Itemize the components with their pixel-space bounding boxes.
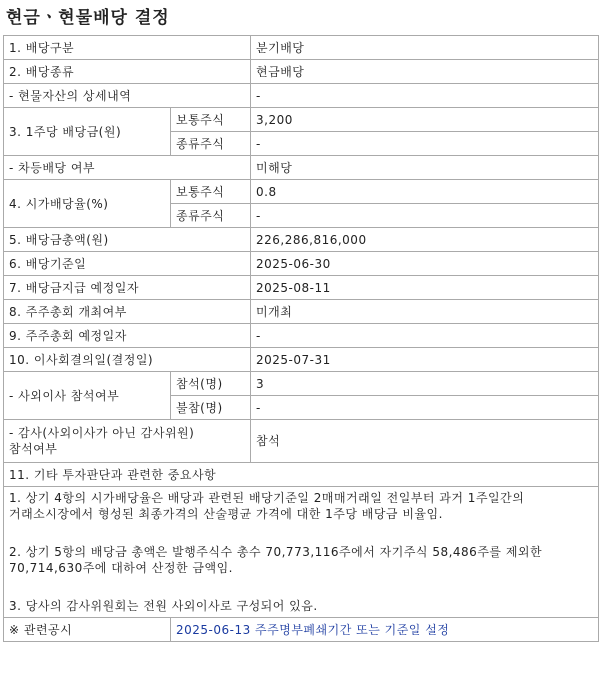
- row-value: 참석: [251, 420, 599, 463]
- related-label: ※ 관련공시: [4, 618, 171, 642]
- row-value: 현금배당: [251, 60, 599, 84]
- row-value: 2025-07-31: [251, 348, 599, 372]
- row-label: 6. 배당기준일: [4, 252, 251, 276]
- row-label: 4. 시가배당율(%): [4, 180, 171, 228]
- row-value: 미해당: [251, 156, 599, 180]
- table-row: [4, 228, 599, 252]
- row-value: 3: [251, 372, 599, 396]
- table-row: [4, 463, 599, 487]
- row-label: 5. 배당금총액(원): [4, 228, 251, 252]
- row-label: - 차등배당 여부: [4, 156, 251, 180]
- table-row: [4, 372, 599, 396]
- notes-row: [4, 487, 599, 618]
- sub-label: 불참(명): [171, 396, 251, 420]
- row-label: 10. 이사회결의일(결정일): [4, 348, 251, 372]
- table-row: [4, 618, 599, 642]
- row-label: 1. 배당구분: [4, 36, 251, 60]
- row-label: 2. 배당종류: [4, 60, 251, 84]
- row-label: - 사외이사 참석여부: [4, 372, 171, 420]
- row-value: 분기배당: [251, 36, 599, 60]
- row-value: 미개최: [251, 300, 599, 324]
- sub-label: 종류주식: [171, 204, 251, 228]
- sub-label: 보통주식: [171, 108, 251, 132]
- row-label: - 현물자산의 상세내역: [4, 84, 251, 108]
- row-value: 2025-06-30: [251, 252, 599, 276]
- row-value: -: [251, 84, 599, 108]
- related-disclosure-link[interactable]: 2025-06-13 주주명부폐쇄기간 또는 기준일 설정: [176, 622, 450, 637]
- note-2: 2. 상기 5항의 배당금 총액은 발행주식수 총수 70,773,116주에서 자기주식 58,486주를 제외한 70,714,630주에 대하여 산정한 금액임.: [9, 545, 547, 575]
- note-3: 3. 당사의 감사위원회는 전원 사외이사로 구성되어 있음.: [9, 599, 318, 613]
- row-label: 8. 주주총회 개최여부: [4, 300, 251, 324]
- row-label: 11. 기타 투자판단과 관련한 중요사항: [4, 463, 599, 487]
- row-value: -: [251, 132, 599, 156]
- notes-cell: [4, 487, 599, 618]
- table-row: [4, 180, 599, 204]
- row-label: 7. 배당금지급 예정일자: [4, 276, 251, 300]
- table-row: [4, 300, 599, 324]
- table-row: [4, 60, 599, 84]
- row-value: 226,286,816,000: [251, 228, 599, 252]
- sub-label: 참석(명): [171, 372, 251, 396]
- table-row: [4, 276, 599, 300]
- row-value: -: [251, 396, 599, 420]
- row-label: 3. 1주당 배당금(원): [4, 108, 171, 156]
- table-row: [4, 36, 599, 60]
- table-row: [4, 108, 599, 132]
- table-row: [4, 84, 599, 108]
- related-cell: [171, 618, 599, 642]
- table-row: [4, 156, 599, 180]
- sub-label: 보통주식: [171, 180, 251, 204]
- page-title: 현금ㆍ현물배당 결정: [6, 8, 170, 28]
- note-1: 1. 상기 4항의 시가배당율은 배당과 관련된 배당기준일 2매매거래일 전일부터 과거 1주일간의 거래소시장에서 형성된 최종가격의 산술평균 가격에 대한 1주당 배당금 비율임.: [9, 491, 529, 521]
- table-row: [4, 324, 599, 348]
- row-label: - 감사(사외이사가 아닌 감사위원) 참석여부: [4, 420, 251, 463]
- table-row: [4, 252, 599, 276]
- row-value: 2025-08-11: [251, 276, 599, 300]
- row-value: -: [251, 204, 599, 228]
- row-value: 3,200: [251, 108, 599, 132]
- dividend-table: [3, 35, 599, 642]
- sub-label: 종류주식: [171, 132, 251, 156]
- row-label: 9. 주주총회 예정일자: [4, 324, 251, 348]
- table-row: [4, 348, 599, 372]
- table-row: [4, 420, 599, 463]
- row-value: 0.8: [251, 180, 599, 204]
- row-value: -: [251, 324, 599, 348]
